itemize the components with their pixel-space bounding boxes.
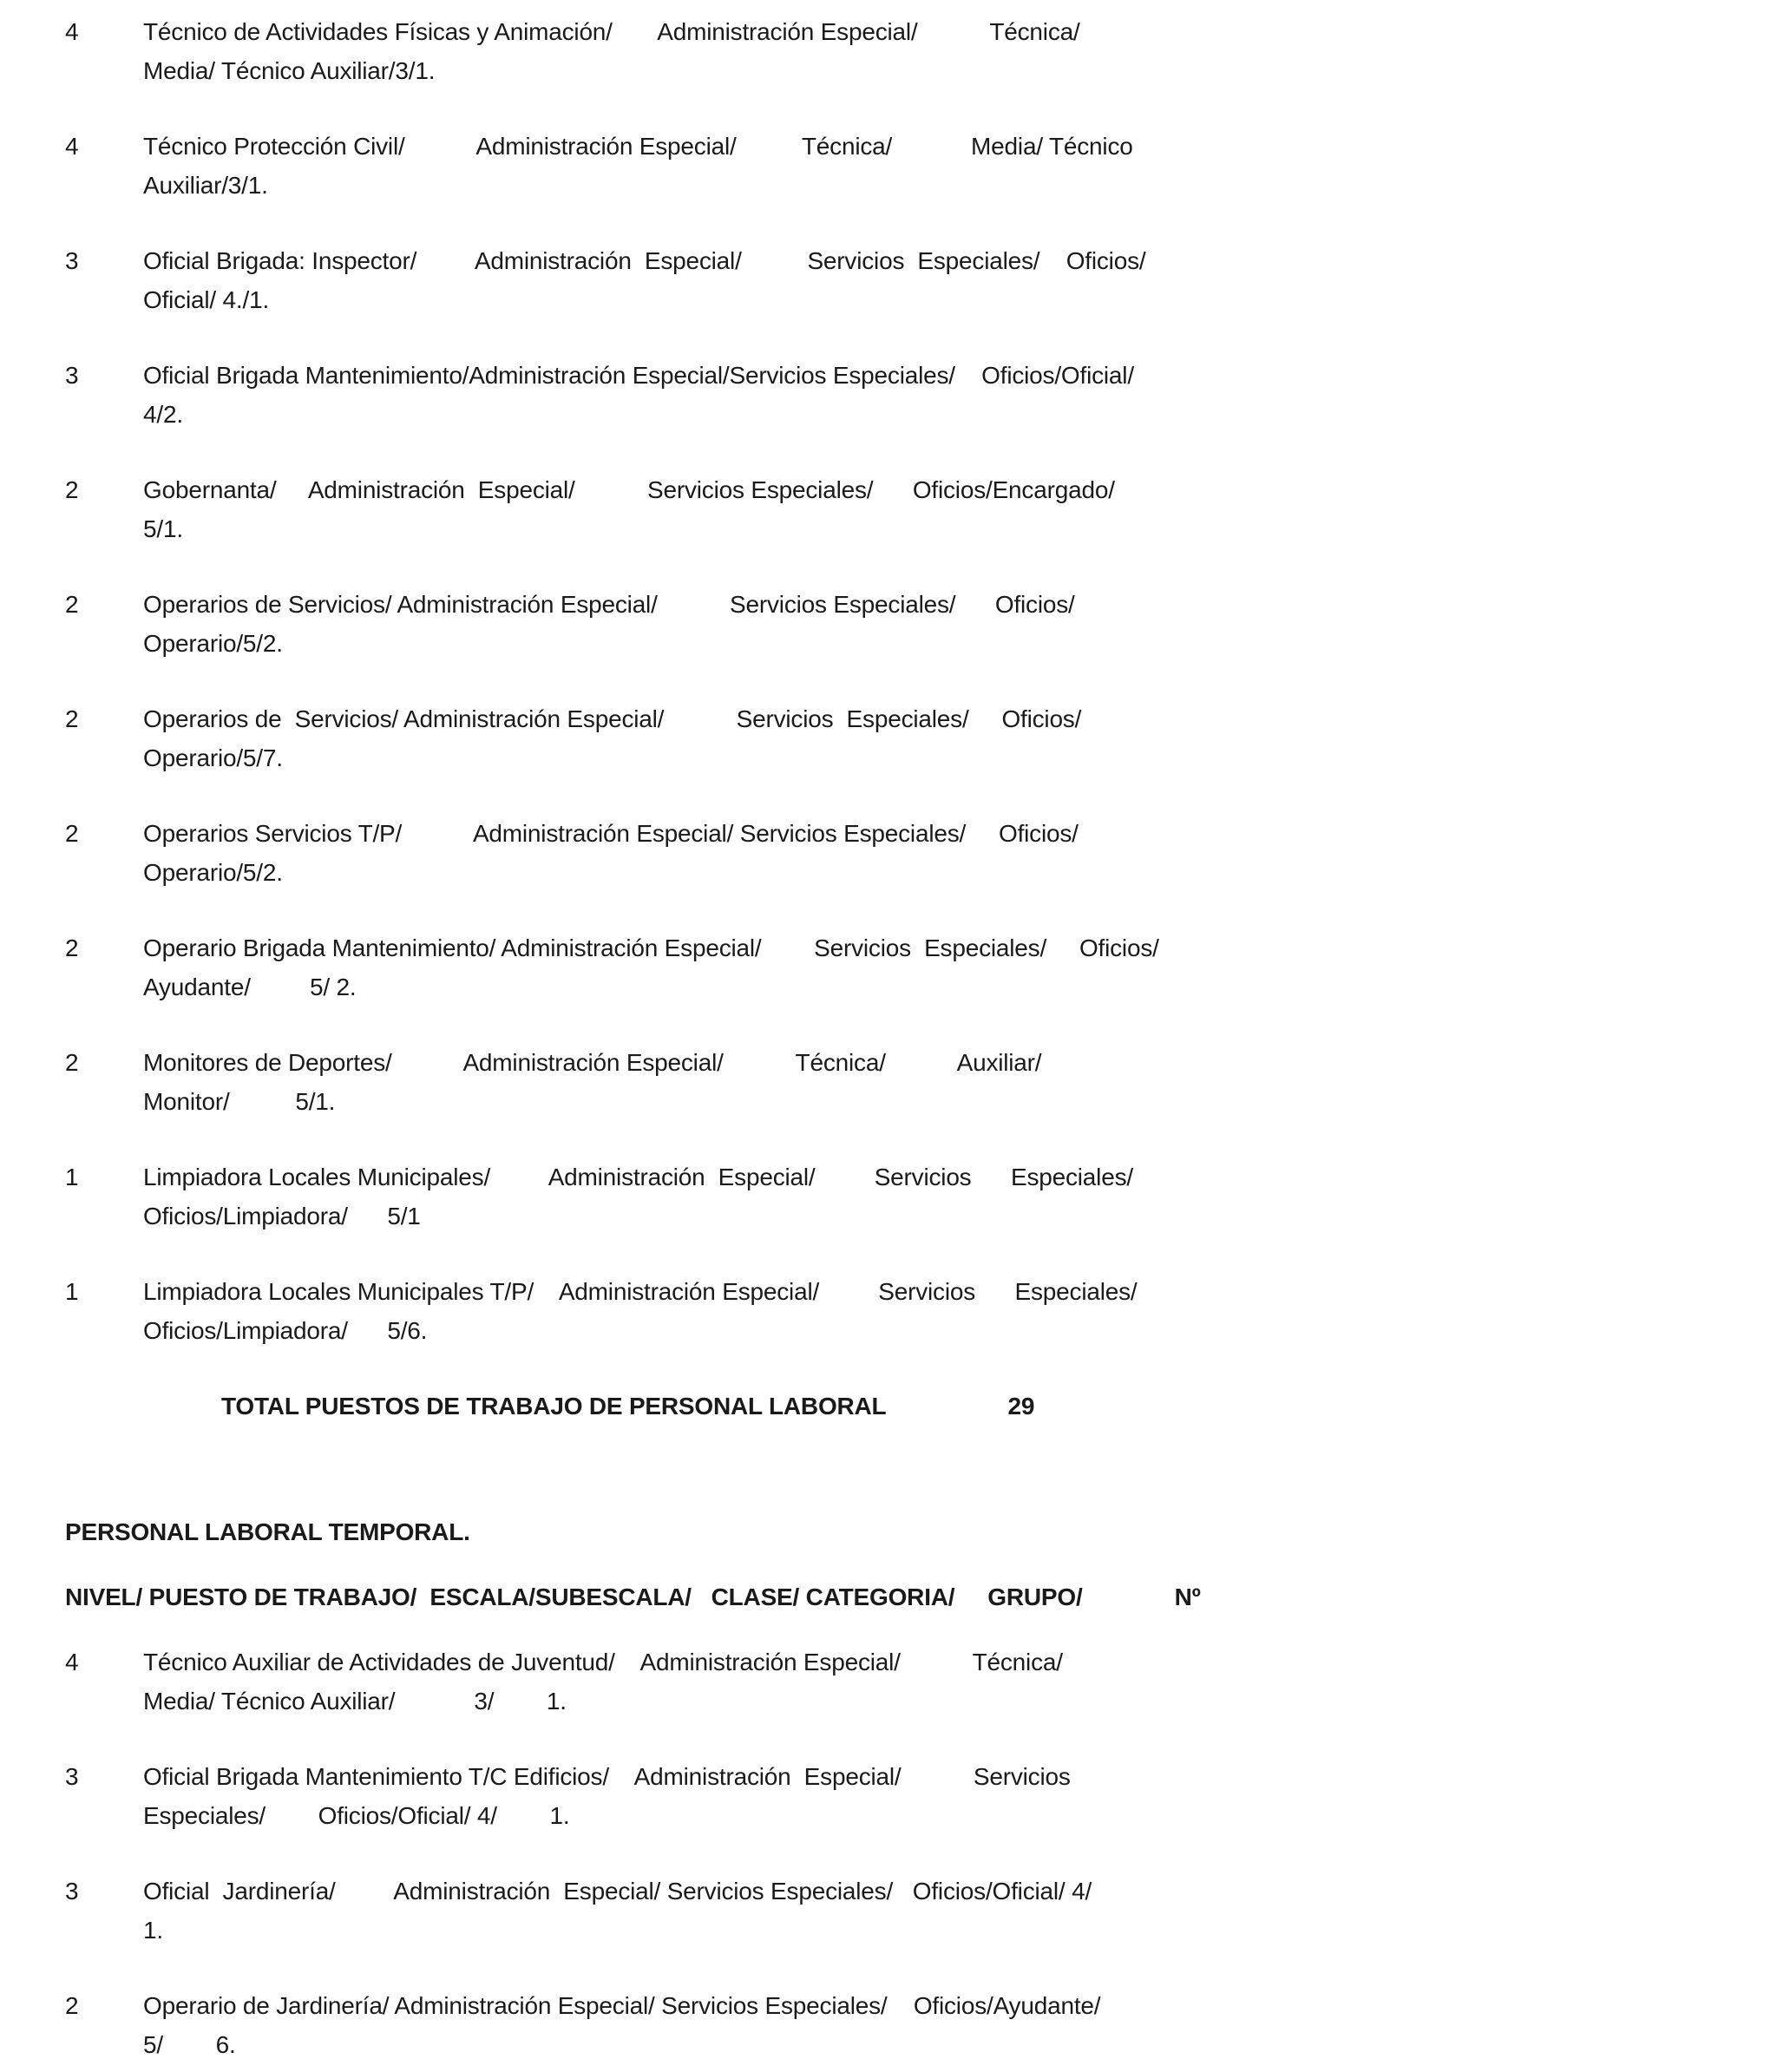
nivel-value: 3 [65,247,79,274]
position-line-1: Oficial Brigada Mantenimiento/Administración Especial/Servicios Especiales/ Oficios/Oficial/ [143,362,1134,389]
position-line-1: Técnico Protección Civil/ Administración Especial/ Técnica/ Media/ Técnico [143,133,1133,160]
position-line-2: 1. [143,1917,163,1944]
position-row [65,356,1725,434]
total-row [65,1387,1725,1426]
position-line-2: Monitor/ 5/1. [143,1088,336,1115]
position-line-2: 5/1. [143,515,183,542]
position-line-2: Oficios/Limpiadora/ 5/6. [143,1317,428,1344]
nivel-value: 2 [65,705,79,732]
nivel-value: 2 [65,591,79,618]
position-line-2: Media/ Técnico Auxiliar/ 3/ 1. [143,1688,567,1715]
position-description [143,1986,1725,2064]
position-line-1: Monitores de Deportes/ Administración Especial/ Técnica/ Auxiliar/ [143,1049,1042,1076]
position-row [65,928,1725,1006]
position-row [65,127,1725,205]
nivel-value: 3 [65,362,79,389]
position-description [143,1643,1725,1721]
nivel-value: 2 [65,1049,79,1076]
total-value: 29 [1007,1393,1035,1420]
total-label: TOTAL PUESTOS DE TRABAJO DE PERSONAL LABORAL [221,1393,887,1420]
nivel-value: 2 [65,820,79,847]
position-line-2: Oficial/ 4./1. [143,286,270,313]
nivel-value: 2 [65,1992,79,2019]
position-line-1: Técnico Auxiliar de Actividades de Juventud/ Administración Especial/ Técnica/ [143,1649,1063,1675]
position-line-1: Operario de Jardinería/ Administración Especial/ Servicios Especiales/ Oficios/Ayudante/ [143,1992,1101,2019]
position-line-2: Ayudante/ 5/ 2. [143,974,357,1000]
position-row [65,241,1725,319]
position-row [65,1272,1725,1350]
laboral-section [65,12,1725,1426]
position-description [143,470,1725,548]
position-row [65,1043,1725,1121]
nivel-value: 1 [65,1164,79,1190]
position-line-2: Operario/5/2. [143,630,283,657]
position-row [65,1157,1725,1236]
position-row [65,699,1725,777]
position-description [143,356,1725,434]
position-description [143,127,1725,205]
position-line-1: Operarios de Servicios/ Administración Especial/ Servicios Especiales/ Oficios/ [143,705,1082,732]
nivel-value: 1 [65,1278,79,1305]
position-line-1: Oficial Brigada Mantenimiento T/C Edificios/ Administración Especial/ Servicios [143,1763,1071,1790]
position-description [143,241,1725,319]
nivel-value: 4 [65,133,79,160]
nivel-value: 2 [65,476,79,503]
nivel-value: 2 [65,934,79,961]
position-line-2: Operario/5/7. [143,744,283,771]
position-row [65,1872,1725,1950]
position-description [143,1157,1725,1236]
position-row [65,814,1725,892]
position-line-1: Operario Brigada Mantenimiento/ Administración Especial/ Servicios Especiales/ Oficios/ [143,934,1159,961]
position-description [143,585,1725,663]
position-description [143,1757,1725,1835]
position-line-2: 5/ 6. [143,2031,236,2058]
position-row [65,585,1725,663]
position-line-2: Auxiliar/3/1. [143,172,268,199]
position-description [143,928,1725,1006]
nivel-value: 4 [65,1649,79,1675]
position-description [143,699,1725,777]
position-description [143,1043,1725,1121]
position-line-2: Media/ Técnico Auxiliar/3/1. [143,57,436,84]
position-line-1: Gobernanta/ Administración Especial/ Servicios Especiales/ Oficios/Encargado/ [143,476,1115,503]
temporal-section [65,1512,1725,2064]
position-row [65,1986,1725,2064]
nivel-value: 4 [65,18,79,45]
position-row [65,1643,1725,1721]
position-row [65,1757,1725,1835]
temporal-columns-header: NIVEL/ PUESTO DE TRABAJO/ ESCALA/SUBESCALA/ CLASE/ CATEGORIA/ GRUPO/ Nº [65,1584,1201,1610]
position-row [65,12,1725,90]
position-line-1: Limpiadora Locales Municipales T/P/ Administración Especial/ Servicios Especiales/ [143,1278,1138,1305]
position-line-1: Oficial Brigada: Inspector/ Administración Especial/ Servicios Especiales/ Oficios/ [143,247,1146,274]
position-row [65,470,1725,548]
nivel-value: 3 [65,1763,79,1790]
position-line-1: Técnico de Actividades Físicas y Animación/ Administración Especial/ Técnica/ [143,18,1080,45]
nivel-value: 3 [65,1878,79,1905]
temporal-section-heading: PERSONAL LABORAL TEMPORAL. [65,1518,470,1545]
position-line-2: Especiales/ Oficios/Oficial/ 4/ 1. [143,1802,570,1829]
position-line-1: Limpiadora Locales Municipales/ Administración Especial/ Servicios Especiales/ [143,1164,1133,1190]
position-line-1: Operarios Servicios T/P/ Administración Especial/ Servicios Especiales/ Oficios/ [143,820,1079,847]
position-description [143,12,1725,90]
position-line-2: Oficios/Limpiadora/ 5/1 [143,1203,421,1229]
position-description [143,814,1725,892]
position-description [143,1872,1725,1950]
position-description [143,1272,1725,1350]
position-line-1: Operarios de Servicios/ Administración Especial/ Servicios Especiales/ Oficios/ [143,591,1075,618]
position-line-2: 4/2. [143,401,183,428]
position-line-2: Operario/5/2. [143,859,283,886]
position-line-1: Oficial Jardinería/ Administración Especial/ Servicios Especiales/ Oficios/Oficial/ 4/ [143,1878,1092,1905]
